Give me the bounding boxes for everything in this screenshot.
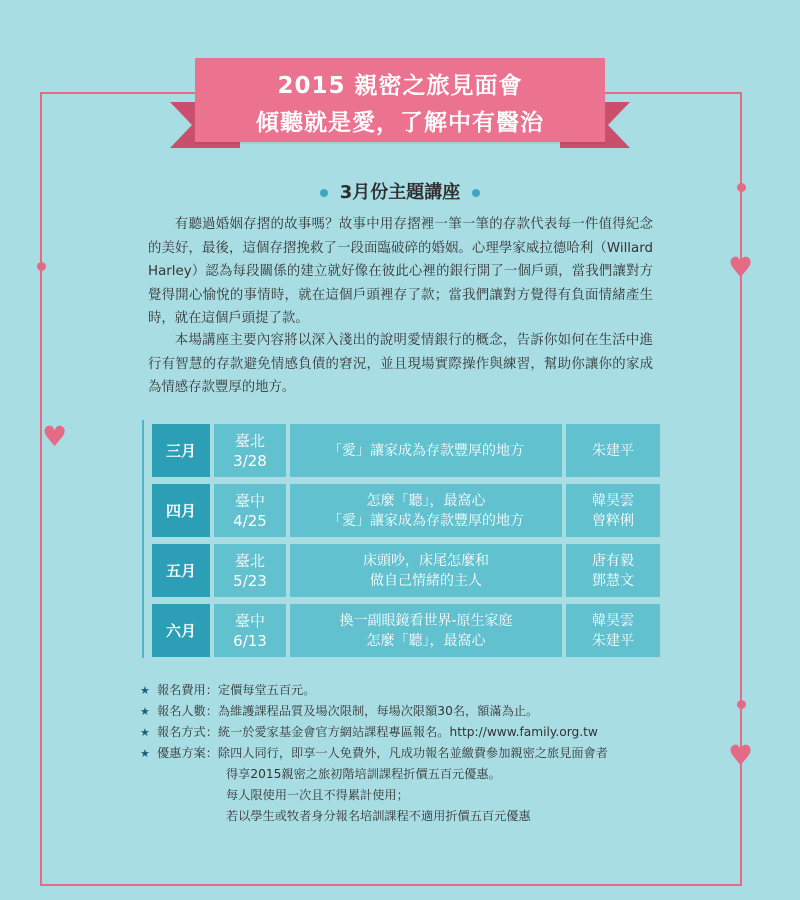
banner-subtitle: 傾聽就是愛，了解中有醫治 — [256, 110, 544, 136]
banner-title: 2015 親密之旅見面會 — [277, 73, 523, 99]
note-continuation: 每人限使用一次且不得累計使用； — [226, 788, 409, 802]
topic-cell: 怎麼「聽」，最窩心 「愛」讓家成為存款豐厚的地方 — [290, 484, 562, 537]
frame-top-left — [40, 92, 200, 94]
place-cell: 臺中 6/13 — [214, 604, 286, 657]
dot-icon — [320, 189, 328, 197]
star-icon: ★ — [140, 747, 150, 760]
place-cell: 臺中 4/25 — [214, 484, 286, 537]
content-paragraph: 本場講座主要內容將以深入淺出的說明愛情銀行的概念，告訴你如何在生活中進行有智慧的存款避免情感負債的窘況，並且現場實際操作與練習，幫助你讓你的家成為情感存款豐厚的地方。 — [148, 333, 653, 395]
heart-icon: ♥ — [728, 251, 754, 284]
frame-dot — [737, 700, 746, 709]
star-icon: ★ — [140, 726, 150, 739]
speaker-cell: 唐有毅 鄧慧文 — [566, 544, 660, 597]
note-item: ★ 報名費用：定價每堂五百元。 — [140, 680, 700, 701]
frame-bottom — [40, 884, 742, 886]
heart-icon: ♥ — [42, 420, 68, 453]
note-item: ★ 報名方式：統一於愛家基金會官方網站課程專區報名。http://www.family.org.tw — [140, 722, 700, 743]
speaker-cell: 朱建平 — [566, 424, 660, 477]
frame-dot — [37, 262, 46, 271]
place-cell: 臺北 5/23 — [214, 544, 286, 597]
month-cell: 四月 — [152, 484, 210, 537]
note-item: ★ 報名人數：為維護課程品質及場次限制，每場次限額30名，額滿為止。 — [140, 701, 700, 722]
month-cell: 六月 — [152, 604, 210, 657]
note-continuation: 得享2015親密之旅初階培訓課程折價五百元優惠。 — [226, 767, 501, 781]
registration-notes — [140, 680, 700, 827]
month-cell: 五月 — [152, 544, 210, 597]
note-continuation: 若以學生或牧者身分報名培訓課程不適用折價五百元優惠 — [226, 809, 531, 823]
dot-icon — [472, 189, 480, 197]
schedule-table — [142, 420, 659, 658]
star-icon: ★ — [140, 684, 150, 697]
frame-left — [40, 92, 42, 885]
topic-cell: 換一副眼鏡看世界-原生家庭 怎麼「聽」，最窩心 — [290, 604, 562, 657]
speaker-cell: 韓昊雲 朱建平 — [566, 604, 660, 657]
note-item: ★ 優惠方案：除四人同行，即享一人免費外，凡成功報名並繳費參加親密之旅見面會者 — [140, 743, 700, 764]
heart-icon: ♥ — [728, 739, 754, 772]
topic-cell: 床頭吵，床尾怎麼和 做自己情緒的主人 — [290, 544, 562, 597]
section-title — [0, 178, 800, 204]
section-title-text: 3月份主題講座 — [339, 182, 461, 203]
intro-paragraph: 有聽過婚姻存摺的故事嗎？故事中用存摺裡一筆一筆的存款代表每一件值得紀念的美好，最後，這個存摺挽救了一段面臨破碎的婚姻。心理學家威拉德哈利（Willard Harley）認為每段關係的建立就好像在彼此心裡的銀行開了一個戶頭，當我們讓對方覺得開心愉悅的事情時，就在這個戶頭裡存了款；當我們讓對方覺得有負面情緒產生時，就在這個戶頭提了款。 — [148, 217, 653, 326]
place-cell: 臺北 3/28 — [214, 424, 286, 477]
star-icon: ★ — [140, 705, 150, 718]
topic-cell: 「愛」讓家成為存款豐厚的地方 — [290, 424, 562, 477]
title-banner — [195, 58, 605, 142]
speaker-cell: 韓昊雲 曾粹俐 — [566, 484, 660, 537]
frame-top-right — [600, 92, 740, 94]
month-cell: 三月 — [152, 424, 210, 477]
